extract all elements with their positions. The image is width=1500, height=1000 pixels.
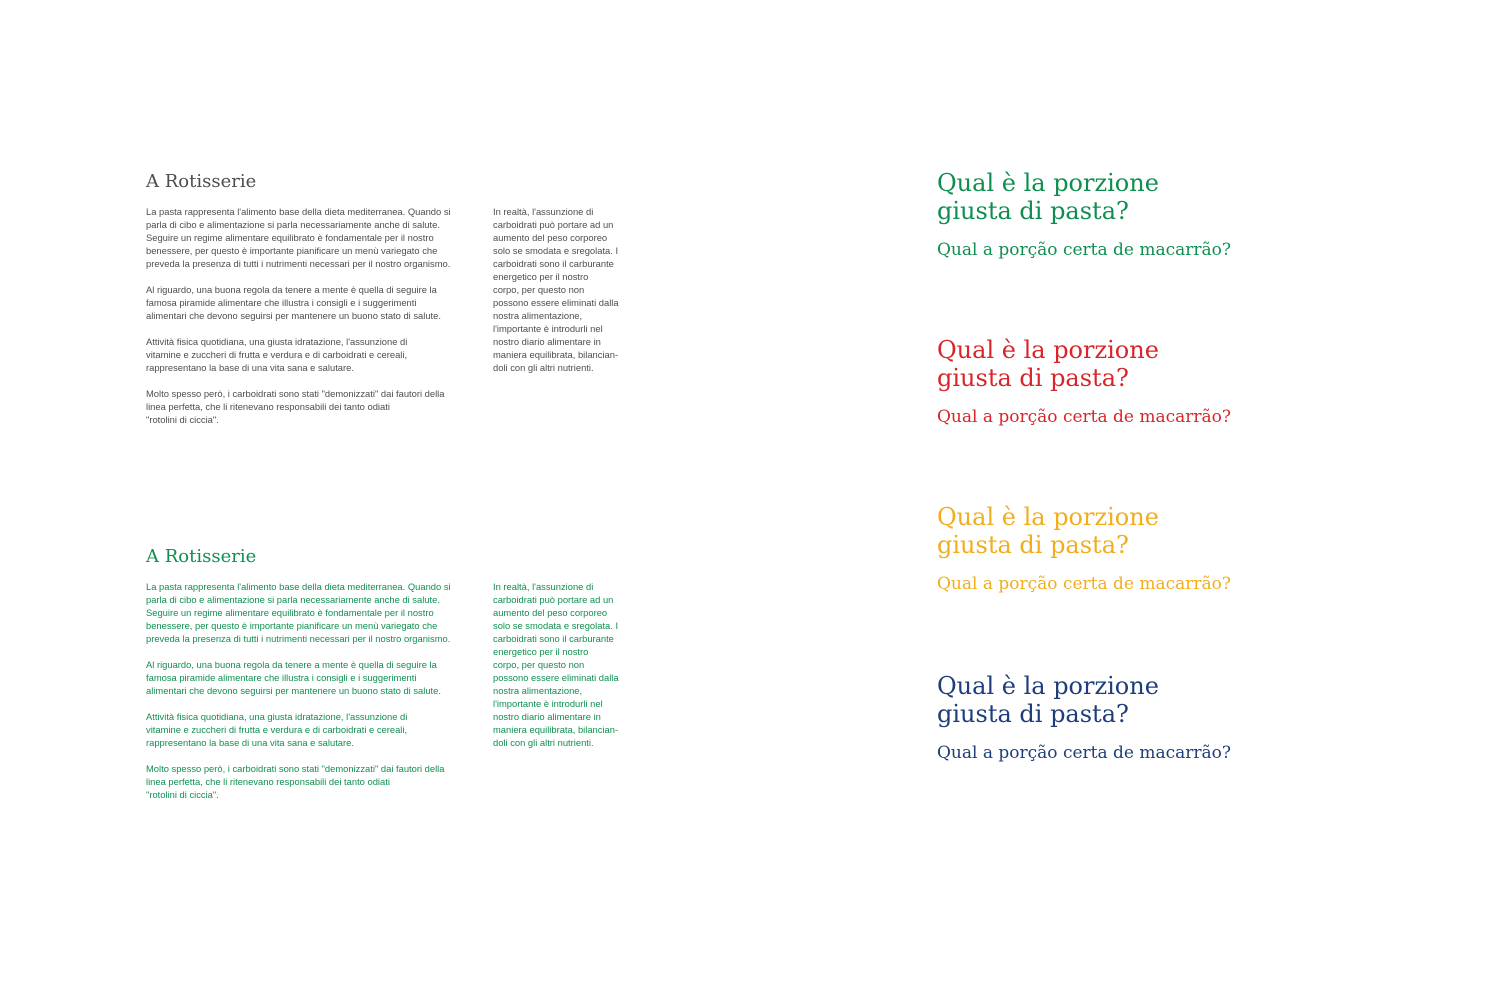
sample-heading: A Rotisserie xyxy=(146,171,257,192)
body-column-right xyxy=(493,205,633,387)
body-paragraph: Molto spesso però, i carboidrati sono stati "demonizzati" dai fautori della linea perfetta, che li ritenevano responsabili dei tanto odiati "rotolini di ciccia". xyxy=(146,388,445,425)
subtitle-portuguese: Qual a porção certa de macarrão? xyxy=(937,240,1232,260)
title-sample-green xyxy=(937,169,1357,261)
title-sample-red xyxy=(937,336,1357,428)
text-sample-gray xyxy=(146,171,646,441)
body-paragraph: Al riguardo, una buona regola da tenere a mente è quella di seguire la famosa piramide alimentare che illustra i consigli e i suggerimenti alimentari che devono seguirsi per mantenere un buono stato di salute. xyxy=(146,284,441,321)
body-column-left xyxy=(146,205,466,439)
body-paragraph: Attività fisica quotidiana, una giusta idratazione, l'assunzione di vitamine e zuccheri di frutta e verdura e di carboidrati e cereali, rappresentano la base di una vita sana e salutare. xyxy=(146,711,408,748)
subtitle-portuguese: Qual a porção certa de macarrão? xyxy=(937,743,1232,763)
subtitle-portuguese: Qual a porção certa de macarrão? xyxy=(937,407,1232,427)
title-sample-blue xyxy=(937,672,1357,764)
body-paragraph: La pasta rappresenta l'alimento base della dieta mediterranea. Quando si parla di cibo e alimentazione si parla necessariamente anche di salute. Seguire un regime alimentare equilibrato è fondamentale per il nostro benessere, per questo è importante pianificare un menù variegato che preveda la presenza di tutti i nutrimenti necessari per il nostro organismo. xyxy=(146,206,451,269)
body-column-left xyxy=(146,580,466,814)
body-paragraph: Molto spesso però, i carboidrati sono stati "demonizzati" dai fautori della linea perfetta, che li ritenevano responsabili dei tanto odiati "rotolini di ciccia". xyxy=(146,763,445,800)
text-sample-green xyxy=(146,546,646,816)
body-column-right xyxy=(493,580,633,762)
title-italian: Qual è la porzione giusta di pasta? xyxy=(937,672,1159,728)
body-paragraph: Attività fisica quotidiana, una giusta idratazione, l'assunzione di vitamine e zuccheri di frutta e verdura e di carboidrati e cereali, rappresentano la base di una vita sana e salutare. xyxy=(146,336,408,373)
body-paragraph: In realtà, l'assunzione di carboidrati può portare ad un aumento del peso corporeo solo se smodata e sregolata. I carboidrati sono il carburante energetico per il nostro corpo, per questo non possono essere eliminati dalla nostra alimentazione, l'importante è introdurli nel nostro diario alimentare in maniera equilibrata, bilancian- doli con gli altri nutrienti. xyxy=(493,581,619,748)
body-paragraph: Al riguardo, una buona regola da tenere a mente è quella di seguire la famosa piramide alimentare che illustra i consigli e i suggerimenti alimentari che devono seguirsi per mantenere un buono stato di salute. xyxy=(146,659,441,696)
title-italian: Qual è la porzione giusta di pasta? xyxy=(937,169,1159,225)
title-italian: Qual è la porzione giusta di pasta? xyxy=(937,503,1159,559)
body-paragraph: In realtà, l'assunzione di carboidrati può portare ad un aumento del peso corporeo solo se smodata e sregolata. I carboidrati sono il carburante energetico per il nostro corpo, per questo non possono essere eliminati dalla nostra alimentazione, l'importante è introdurli nel nostro diario alimentare in maniera equilibrata, bilancian- doli con gli altri nutrienti. xyxy=(493,206,619,373)
sample-heading: A Rotisserie xyxy=(146,546,257,567)
body-paragraph: La pasta rappresenta l'alimento base della dieta mediterranea. Quando si parla di cibo e alimentazione si parla necessariamente anche di salute. Seguire un regime alimentare equilibrato è fondamentale per il nostro benessere, per questo è importante pianificare un menù variegato che preveda la presenza di tutti i nutrimenti necessari per il nostro organismo. xyxy=(146,581,451,644)
subtitle-portuguese: Qual a porção certa de macarrão? xyxy=(937,574,1232,594)
title-italian: Qual è la porzione giusta di pasta? xyxy=(937,336,1159,392)
title-sample-yellow xyxy=(937,503,1357,595)
